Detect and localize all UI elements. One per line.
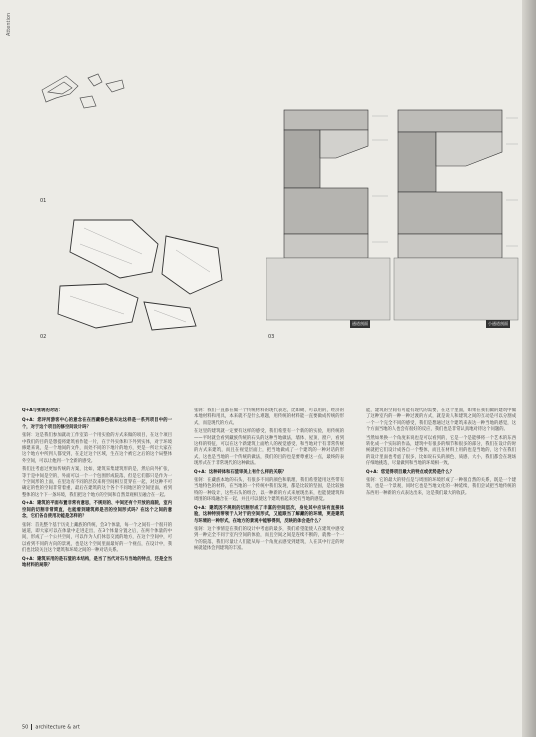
- answer: 张轲：这是我们参加就动工作室第一个用实验的方式来做的项目，在这个项目中我们的目的是想提将建筑看作能一片，在于外实体和下外到实体，对于环境修建来说，是一个地间的文件，而处不同的下地片的地方，更是一所让大家在这个地方中所到人都受到，在走过这个区域，生在这个被它之后的这个局整体外空间，可以让他到一个全新的感受。: [22, 433, 172, 464]
- figure-03-number: 03: [268, 334, 275, 340]
- answer: 张轲：首先整个基于历史上藏族的传统，会3个体量，每一个之间有一个很开的通道，即大家可以在体量中走进走出，在3个体量分置之后，在两个体量的中间，形成了一个公共空间，可以作为人们休息交流的地方，在这个空间中，可以看到不同的方向的景观，也是这个空间里面最好的一个视点，在设计中，我们也比较关注这个建筑和环境之间的一种对话关系。: [22, 522, 172, 554]
- answer: 张轲：它的最大的特点是与周围的环境形成了一种很自然的关系，既是一个建筑，也是一个景观，同时它也是当地文化的一种延续，我们尝试把当地传统的东西用一种新的方式表达出来，这是我们最大的收获。: [366, 478, 516, 496]
- figure-02-floor-plan: [40, 214, 240, 332]
- figure-01-number: 01: [40, 198, 47, 204]
- page-number: 50: [22, 724, 29, 731]
- article-column-3: [366, 408, 516, 720]
- answer: 张轲：我们一直都在做一个传统材料的现代表达，比如砌、可以用的，经济的本地材料和用具，本来就不是什么难题，用传统的材料能一直要做成传统的形式，而是现代的方式。: [194, 408, 344, 426]
- page-spine-shadow: [522, 0, 536, 737]
- figure-03-caption-right: 小通道剖面: [488, 321, 508, 326]
- answer: 能，建筑的空间有可能有现代的需要，在这个里面，如果在我们做的建筑中做了这种室内的一种一种过渡的方式，就是说人和建筑之间的互动是可以分割成一个一个完全不同的感受，我们是想通过这个建筑来表达一种当地的感觉，这个方面当地的人也会有很好的反应，我们也是非常认真地对待这个问题的。: [366, 408, 516, 433]
- article-body: [22, 408, 522, 720]
- answer: 我们注考虑过更加传统的方案，比如，建筑采集建筑形的是，然后向外扩张，等于是中间是空的，外面可以一个一个包围形成院落，但是它们都只是作为一个空间形的上面，在里边有不同的层次来将空间相互贯穿在一起，对这种不可确定的性的空间非常着重，最后在建筑的这个各个不同地区的空间里面，看到整体的这个下一条环境，我们把这个地方的空间和自然景观相互融合在一起。: [22, 467, 172, 498]
- section-title: Q+A与张轲的对话：: [22, 408, 63, 413]
- figure-01-site-plan: [36, 68, 136, 118]
- question: Q+A：这种砖体和石渣审美上有什么样的关联？: [194, 469, 287, 475]
- answer: 在这里的建筑就一定要有这样的感受，我们希望有一个新的的实验，用传统的——平时就会看到藏族传统的石头的这种当地做法，墙体、屋顶、窗户，看到这样的特征，可以在这个新建筑上面给人的视觉感受，和当地对于有非常传统的方式来建筑，而且在视觉层面上，把当地做成了一个建筑的一种对话的形式，这也是当地的一个传统的做法，我们的目的也是要尊重这一点，最终的表现形式在于非常现代的这种做法。: [194, 429, 344, 467]
- answer: 当然如果换一个角度来说也是可以看到的，它是一个是能够将一个艺术的东西转化成一个实际的作品，建筑中有很多的细节和很多的部分，我们在设计的时候就把它们设计成各自一个整体，而且在材料上用的也是当地的，这个在我们的设计里面也考虑了很多，比如说石头的颜色、质感、大小，我们都会在现场仔细地挑选，尽量做到和当地的环境相一致。: [366, 435, 516, 467]
- answer: 张轲：这个事情是在我们的设计中考虑的最多，我们希望能使人在建筑中感受到一种完全不同于室内空间的体验，而且空间之间是连续不断的，就像一个一个的院落，我们尽量让人们能从每一个角度去感受到建筑，人在其中行走的时候就能体会到建筑的丰富。: [194, 526, 344, 552]
- question: Q+A：建筑的平面布置非常有意思，不规则的、中间还有个开放的庭院，室内空间的切割非常简直，也能看到建筑师是否的空间形式吗？在这个之间的意念，它们各自使用功能是怎样的？: [22, 501, 172, 520]
- question: Q+A：您评河游客中心的意念在在西藏修色极布达这样是一系列项目中的一个，对于这个项目的修空间设计吗？: [22, 418, 172, 430]
- page-footer: [22, 724, 80, 731]
- article-column-2: [194, 408, 344, 720]
- figure-03-caption-left: 通道剖面: [352, 321, 368, 326]
- footer-divider: [31, 724, 32, 730]
- question: Q+A：您觉得项目最大的特点或优势是什么？: [366, 469, 454, 475]
- journal-name: architecture & art: [35, 724, 80, 731]
- figure-02-number: 02: [40, 334, 47, 340]
- answer: 张轲：在藏族本地的石头，有很多不同的颜色和肌理，我们希望能用这些带有当地特色的材料，在当地的一个传统中我们发现，都是比较的坚固，是比较独特的一种设计，这些石头的组合，以一种新的方式来展现出来，也能使建筑和周围的环境融合在一起，并且可以使这个建筑看起来更有当地的感觉。: [194, 478, 344, 503]
- figure-03-wall-sections: [266, 96, 522, 330]
- question: Q+A：建筑因不规则的切割形成了丰富的空间层次，身处其中应该有直接体验，这种特别带领于人对于的空间形式，又能跟当了解藏的的环境，更是建筑与环境的一种形式，在地方的景观中能够得到，反映的体会是什么？: [194, 505, 344, 524]
- question: Q+A：建筑采用的是石渣的本结构，是当了当代对石与当地的特点，还是全当地材料的局限？: [22, 556, 172, 568]
- article-column-1: [22, 408, 172, 720]
- side-label: Attention: [6, 12, 12, 36]
